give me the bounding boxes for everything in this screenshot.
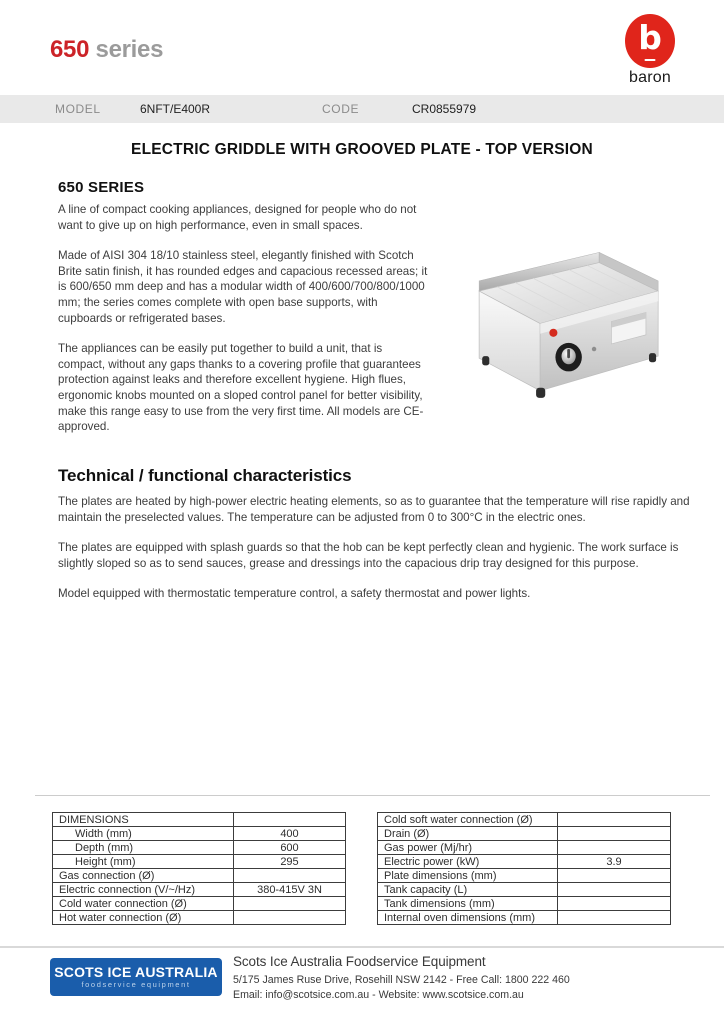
technical-section-heading: Technical / functional characteristics [58, 466, 352, 485]
series-section-heading: 650 SERIES [58, 179, 145, 196]
code-value: CR0855979 [412, 102, 477, 116]
spec-label-cell: Electric connection (V/~/Hz) [53, 883, 234, 897]
table-row [378, 827, 671, 841]
spec-label-cell: Plate dimensions (mm) [378, 869, 558, 883]
page-series-title [50, 36, 163, 64]
spec-label-cell: Internal oven dimensions (mm) [378, 911, 558, 925]
scots-logo-secondary: foodservice equipment [81, 980, 191, 989]
spec-label-cell: Drain (Ø) [378, 827, 558, 841]
baron-logo [612, 14, 688, 87]
spec-table-utilities [377, 812, 671, 925]
code-label: CODE [322, 102, 360, 116]
series-paragraph: The appliances can be easily put together to build a unit, that is compact, without any gaps thanks to a covering profile that guarantees protection against leaks and therefore excellent hygiene. High flues, ergonomic knobs mounted on a sloped control panel for better visibility, make this range easy to use from the very first time. All models are CE-approved. [58, 342, 424, 434]
table-row [378, 911, 671, 925]
spec-label-cell: Tank dimensions (mm) [378, 897, 558, 911]
spec-value-cell [558, 841, 671, 855]
series-section-body [58, 202, 432, 450]
model-label: MODEL [55, 102, 101, 116]
table-row [53, 897, 346, 911]
scots-logo-primary: SCOTS ICE AUSTRALIA [54, 964, 218, 980]
separator-line [35, 795, 710, 796]
table-row [378, 869, 671, 883]
spec-value-cell [558, 869, 671, 883]
spec-label-cell: Height (mm) [53, 855, 234, 869]
spec-value-cell [234, 813, 346, 827]
spec-value-cell [234, 869, 346, 883]
spec-label-cell: Electric power (kW) [378, 855, 558, 869]
spec-value-cell [558, 911, 671, 925]
table-row [53, 869, 346, 883]
spec-label-cell: Depth (mm) [53, 841, 234, 855]
series-paragraph: Made of AISI 304 18/10 stainless steel, elegantly finished with Scotch Brite satin finish, it has rounded edges and capacious recessed areas; it is 600/650 mm deep and has a modular width of 400/600/700/800/1000 mm; the series comes complete with open base supports, with cupboards or refrigerated bases. [58, 249, 428, 325]
table-row [53, 911, 346, 925]
series-paragraph: A line of compact cooking appliances, designed for people who do not want to give up on high performance, even in small spaces. [58, 203, 417, 232]
baron-brand-name: baron [629, 69, 671, 86]
model-value: 6NFT/E400R [140, 102, 211, 116]
spec-value-cell [558, 897, 671, 911]
technical-section-body [58, 494, 698, 617]
spec-label-cell: Gas connection (Ø) [53, 869, 234, 883]
series-number: 650 [50, 36, 90, 63]
footer-company-name: Scots Ice Australia Foodservice Equipment [233, 954, 486, 969]
series-word: series [95, 36, 164, 63]
spec-label-cell: Gas power (Mj/hr) [378, 841, 558, 855]
table-row [53, 841, 346, 855]
spec-value-cell [234, 897, 346, 911]
table-row [53, 855, 346, 869]
product-photo [448, 228, 673, 406]
table-row [378, 883, 671, 897]
spec-value-cell: 400 [234, 827, 346, 841]
baron-logo-icon [625, 14, 675, 68]
spec-value-cell: 3.9 [558, 855, 671, 869]
table-row [378, 855, 671, 869]
baron-logo-dash-icon [645, 59, 656, 62]
spec-label-cell: Tank capacity (L) [378, 883, 558, 897]
technical-paragraph: The plates are equipped with splash guards so that the hob can be kept perfectly clean and hygienic. The work surface is slightly sloped so as to send sauces, grease and dressings into the capacious drip tray designed for this purpose. [58, 541, 679, 570]
spec-label-cell: DIMENSIONS [53, 813, 234, 827]
product-title: ELECTRIC GRIDDLE WITH GROOVED PLATE - TOP VERSION [131, 141, 593, 158]
spec-label-cell: Hot water connection (Ø) [53, 911, 234, 925]
table-row [53, 827, 346, 841]
table-row [378, 897, 671, 911]
spec-value-cell [234, 911, 346, 925]
table-row [378, 813, 671, 827]
spec-value-cell [558, 827, 671, 841]
spec-value-cell: 295 [234, 855, 346, 869]
spec-value-cell [558, 813, 671, 827]
table-row [53, 883, 346, 897]
model-bar [0, 95, 724, 123]
table-row [378, 841, 671, 855]
technical-paragraph: Model equipped with thermostatic temperature control, a safety thermostat and power lights. [58, 587, 531, 601]
footer-contact-block [233, 954, 693, 1003]
scots-ice-logo [50, 958, 222, 996]
spec-label-cell: Cold water connection (Ø) [53, 897, 234, 911]
baron-logo-letter: b [638, 18, 662, 57]
spec-table-dimensions [52, 812, 346, 925]
technical-paragraph: The plates are heated by high-power electric heating elements, so as to guarantee that the temperature will rise rapidly and maintain the preselected values. The temperature can be adjusted from 0 to 300°C in the electric ones. [58, 495, 690, 524]
spec-value-cell [558, 883, 671, 897]
spec-value-cell: 600 [234, 841, 346, 855]
footer-contact-line: Email: info@scotsice.com.au - Website: www.scotsice.com.au [233, 989, 524, 1001]
footer-address-line: 5/175 James Ruse Drive, Rosehill NSW 2142 - Free Call: 1800 222 460 [233, 974, 570, 986]
spec-label-cell: Cold soft water connection (Ø) [378, 813, 558, 827]
table-row [53, 813, 346, 827]
spec-value-cell: 380-415V 3N [234, 883, 346, 897]
footer-divider [0, 946, 724, 948]
spec-label-cell: Width (mm) [53, 827, 234, 841]
